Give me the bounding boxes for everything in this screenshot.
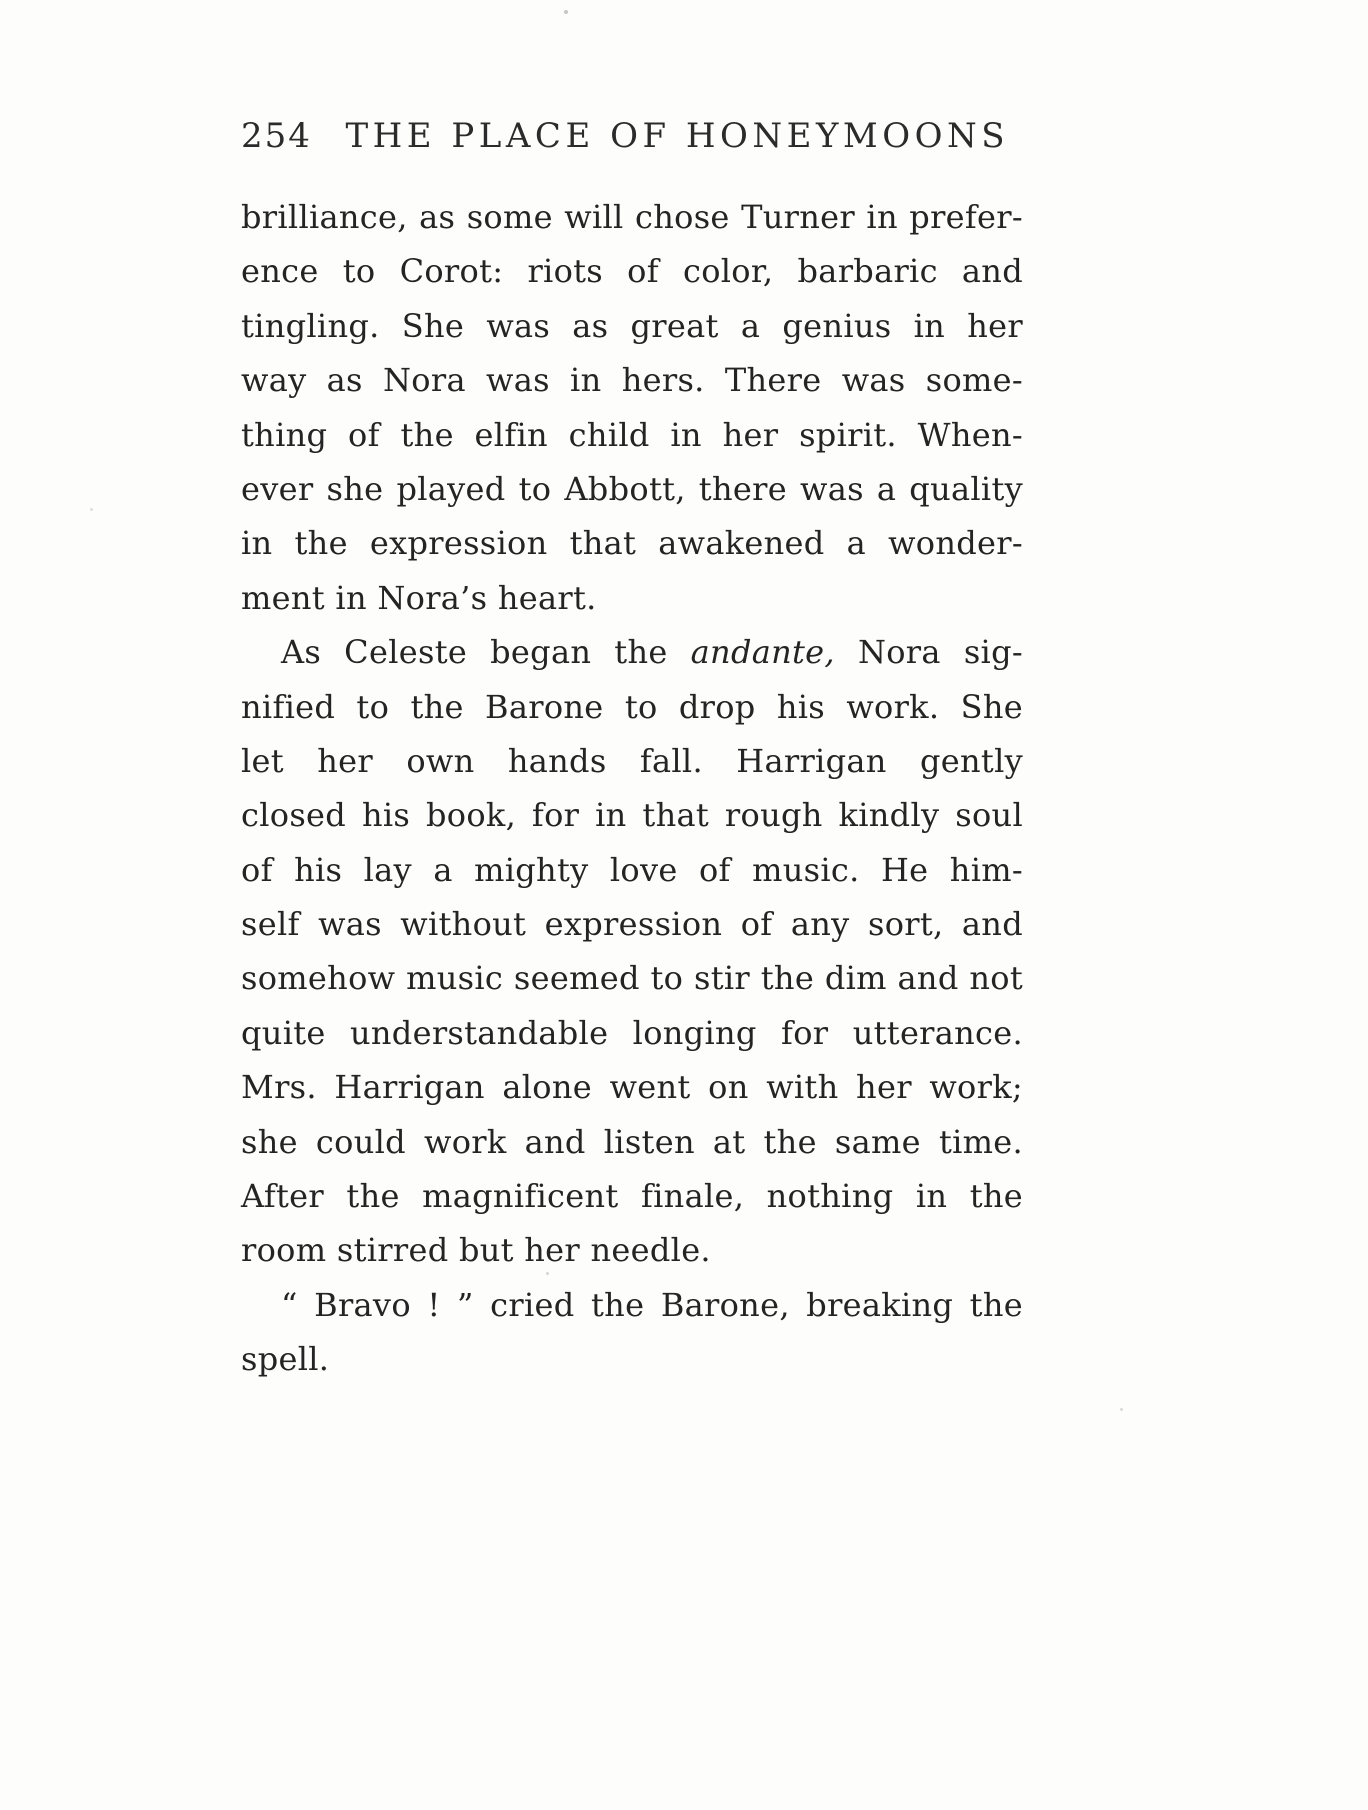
text-line (241, 516, 1023, 570)
text-segment: way as Nora was in hers. There was some- (241, 361, 1023, 400)
scan-speck (564, 10, 568, 14)
text-line (241, 680, 1023, 734)
running-title: THE PLACE OF HONEYMOONS (345, 116, 1009, 156)
text-line (241, 1278, 1023, 1332)
text-segment: After the magnificent finale, nothing in the (241, 1177, 1023, 1216)
text-segment: ence to Corot: riots of color, barbaric and (241, 252, 1023, 291)
italic-text: andante, (690, 633, 835, 672)
text-segment: Mrs. Harrigan alone went on with her work; (241, 1068, 1023, 1107)
text-line (241, 462, 1023, 516)
text-block (241, 190, 1023, 1387)
text-segment: “ Bravo ! ” cried the Barone, breaking the (281, 1285, 1023, 1324)
text-segment: let her own hands fall. Harrigan gently (241, 741, 1023, 780)
text-segment: Nora sig- (834, 633, 1023, 672)
text-segment: ment in Nora’s heart. (241, 578, 597, 617)
text-line (241, 1223, 1023, 1277)
text-segment: self was without expression of any sort, and (241, 905, 1023, 944)
text-segment: thing of the elfin child in her spirit. When- (241, 415, 1023, 454)
text-line (241, 897, 1023, 951)
text-line (241, 1332, 1023, 1386)
scan-speck (90, 508, 93, 511)
text-line (241, 353, 1023, 407)
text-line (241, 190, 1023, 244)
scan-speck (1120, 1408, 1123, 1411)
text-line (241, 1169, 1023, 1223)
text-line (241, 625, 1023, 679)
text-line (241, 951, 1023, 1005)
text-segment: somehow music seemed to stir the dim and not (241, 959, 1023, 998)
text-segment: closed his book, for in that rough kindly soul (241, 796, 1023, 835)
text-line (241, 843, 1023, 897)
text-line (241, 244, 1023, 298)
text-line (241, 408, 1023, 462)
text-segment: nified to the Barone to drop his work. She (241, 687, 1023, 726)
text-segment: As Celeste began the (281, 633, 691, 672)
text-segment: of his lay a mighty love of music. He him- (241, 850, 1023, 889)
text-line (241, 1006, 1023, 1060)
text-segment: quite understandable longing for utterance. (241, 1013, 1023, 1052)
page-number: 254 (241, 116, 312, 156)
text-segment: in the expression that awakened a wonder- (241, 524, 1023, 563)
text-segment: she could work and listen at the same time. (241, 1122, 1023, 1161)
text-line (241, 571, 1023, 625)
text-segment: tingling. She was as great a genius in her (241, 306, 1023, 345)
text-segment: room stirred but her needle. (241, 1231, 711, 1270)
text-line (241, 734, 1023, 788)
text-line (241, 1060, 1023, 1114)
text-line (241, 788, 1023, 842)
text-segment: spell. (241, 1340, 330, 1379)
text-line (241, 299, 1023, 353)
text-segment: brilliance, as some will chose Turner in prefer- (241, 198, 1023, 236)
page-header (241, 116, 1009, 156)
text-segment: ever she played to Abbott, there was a quality (241, 469, 1023, 508)
text-line (241, 1115, 1023, 1169)
